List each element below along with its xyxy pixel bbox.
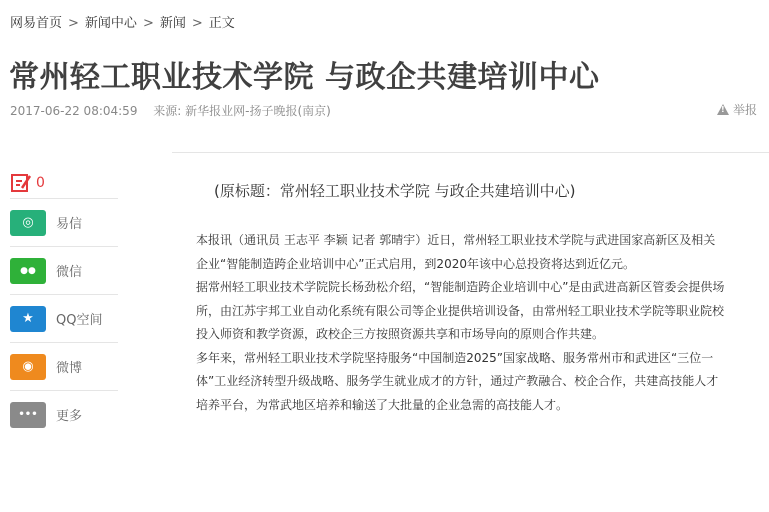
breadcrumb-current: 正文 (208, 16, 235, 31)
share-label: 易信 (56, 217, 83, 232)
warning-icon (717, 104, 729, 115)
share-wechat[interactable] (10, 246, 118, 294)
share-label: 微信 (56, 265, 83, 280)
more-icon: ••• (10, 402, 46, 428)
breadcrumb-separator: > (191, 16, 203, 31)
share-label: QQ空间 (56, 313, 103, 328)
wechat-icon: ●● (10, 258, 46, 284)
share-qzone[interactable] (10, 294, 118, 342)
breadcrumb-home[interactable]: 网易首页 (10, 16, 63, 31)
share-yixin[interactable] (10, 198, 118, 246)
comment-button[interactable] (10, 168, 118, 198)
content-divider (172, 152, 769, 153)
original-title: (原标题：常州轻工职业技术学院 与政企共建培训中心) (214, 182, 576, 200)
share-label: 微博 (56, 361, 83, 376)
article-body (196, 180, 726, 417)
publish-datetime: 2017-06-22 08:04:59 (10, 104, 138, 118)
yixin-icon: ◎ (10, 210, 46, 236)
share-label: 更多 (56, 409, 83, 424)
breadcrumb (10, 12, 235, 31)
breadcrumb-news[interactable]: 新闻 (159, 16, 186, 31)
weibo-icon: ◉ (10, 354, 46, 380)
article-meta (10, 102, 331, 119)
report-button[interactable] (717, 101, 757, 118)
share-more[interactable] (10, 390, 118, 438)
breadcrumb-news-center[interactable]: 新闻中心 (84, 16, 137, 31)
page-title: 常州轻工职业技术学院 与政企共建培训中心 (9, 60, 600, 95)
paragraph: 多年来，常州轻工职业技术学院坚持服务“中国制造2025”国家战略、服务常州市和武进区“三位一体”工业经济转型升级战略、服务学生就业成才的方针，通过产教融合、校企合作，共建高技能人才培养平台，为常武地区培养和输送了大批量的企业急需的高技能人才。 (196, 350, 719, 412)
share-weibo[interactable] (10, 342, 118, 390)
breadcrumb-separator: > (142, 16, 154, 31)
qzone-icon: ★ (10, 306, 46, 332)
share-sidebar (10, 168, 118, 438)
comment-count: 0 (36, 175, 45, 191)
source-link[interactable]: 新华报业网-扬子晚报(南京) (185, 104, 331, 118)
source-label: 来源: (153, 104, 182, 118)
paragraph: 据常州轻工职业技术学院院长杨劲松介绍，“智能制造跨企业培训中心”是由武进高新区管委会提供场所，由江苏宇邦工业自动化系统有限公司等企业提供培训设备，由常州轻工职业技术学院等职业院校投入师资和教学资源，政校企三方按照资源共享和市场导向的原则合作共建。 (196, 280, 725, 341)
comment-edit-icon (10, 172, 32, 194)
breadcrumb-separator: > (68, 16, 79, 31)
report-label: 举报 (732, 103, 757, 117)
paragraph: 本报讯（通讯员 王志平 李颖 记者 郭晴宇）近日，常州轻工职业技术学院与武进国家高新区及相关企业“智能制造跨企业培训中心”正式启用，到2020年该中心总投资将达到近亿元。 (196, 233, 716, 271)
